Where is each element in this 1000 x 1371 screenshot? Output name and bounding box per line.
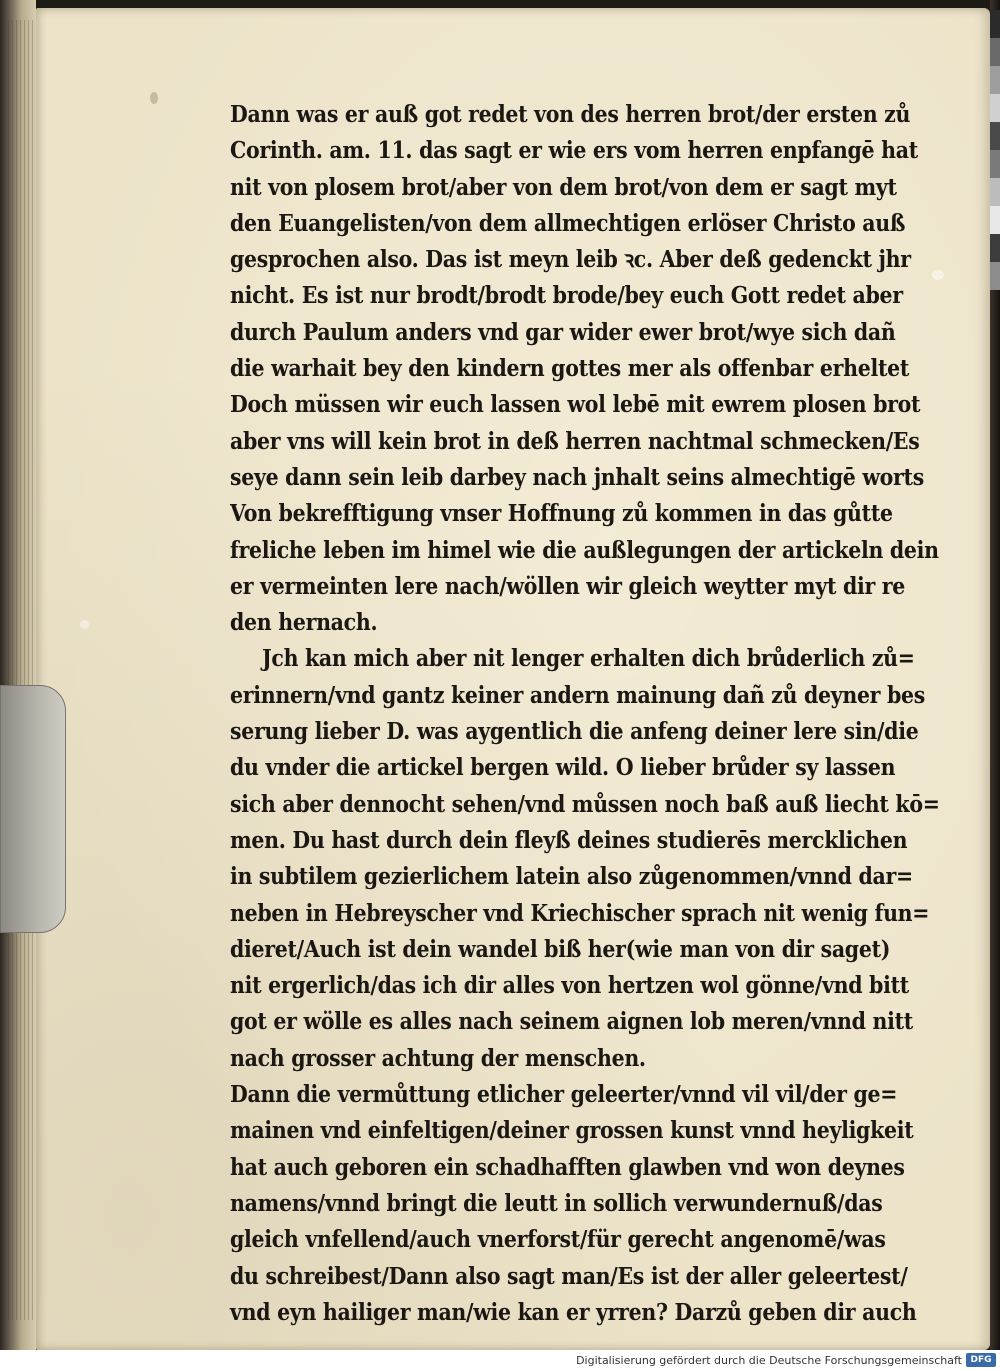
- paper-stain: [150, 92, 158, 104]
- text-line: Doch müssen wir euch lassen wol lebē mit ewrem plosen brot: [230, 390, 921, 418]
- text-line: Dann die vermůttung etlicher geleerter/vnnd vil vil/der ge=: [230, 1080, 898, 1108]
- text-line: den Euangelisten/von dem allmechtigen erlöser Christo auß: [230, 209, 906, 237]
- text-line: dieret/Auch ist dein wandel biß her(wie man von dir saget): [230, 935, 891, 963]
- text-line: Corinth. am. 11. das sagt er wie ers vom herren enpfangē hat: [230, 136, 918, 164]
- text-line: er vermeinten lere nach/wöllen wir gleich weytter myt dir re: [230, 572, 906, 600]
- book-page-edges: [0, 0, 36, 1350]
- text-line: freliche leben im himel wie die außlegungen der artickeln dein: [230, 536, 939, 563]
- text-line: neben in Hebreyscher vnd Kriechischer sprach nit wenig fun=: [230, 899, 930, 926]
- text-line: men. Du hast durch dein fleyß deines studierēs mercklichen: [230, 826, 908, 854]
- text-line: Jch kan mich aber nit lenger erhalten dich brůderlich zů=: [262, 644, 915, 672]
- text-line: mainen vnd einfeltigen/deiner grossen kunst vnnd heyligkeit: [230, 1116, 914, 1144]
- paper-stain: [80, 620, 89, 629]
- text-line: nit von plosem brot/aber von dem brot/von dem er sagt myt: [230, 173, 897, 201]
- paper-stain: [932, 270, 944, 280]
- text-line: die warhait bey den kindern gottes mer als offenbar erheltet: [230, 354, 910, 382]
- text-line: den hernach.: [230, 608, 378, 636]
- page-edge-lines: [8, 20, 34, 1320]
- text-line: hat auch geboren ein schadhafften glawben vnd won deynes: [230, 1153, 905, 1181]
- text-line: gleich vnfellend/auch vnerforst/für gerecht angenomē/was: [230, 1225, 886, 1253]
- text-line: Von bekrefftigung vnser Hoffnung zů kommen in das gůtte: [230, 499, 893, 527]
- footer-bar: [0, 1350, 1000, 1371]
- page-clip: [0, 685, 66, 933]
- text-line: du vnder die artickel bergen wild. O lieber brůder sy lassen: [230, 753, 896, 781]
- text-line: serung lieber D. was aygentlich die anfeng deiner lere sin/die: [230, 717, 919, 745]
- text-line: sich aber dennocht sehen/vnd můssen noch baß auß liecht kō=: [230, 790, 940, 818]
- text-line: nit ergerlich/das ich dir alles von hertzen wol gönne/vnd bitt: [230, 971, 909, 999]
- text-line: gesprochen also. Das ist meyn leib ꝛc. Aber deß gedenckt jhr: [230, 245, 911, 273]
- text-line: nicht. Es ist nur brodt/brodt brode/bey euch Gott redet aber: [230, 282, 903, 309]
- document-text: [230, 96, 940, 1330]
- text-line: Dann was er auß got redet von des herren brot/der ersten zů: [230, 100, 911, 128]
- text-line: du schreibest/Dann also sagt man/Es ist der aller geleertest/: [230, 1262, 908, 1289]
- text-line: vnd eyn hailiger man/wie kan er yrren? Darzů geben dir auch: [230, 1298, 917, 1326]
- text-line: namens/vnnd bringt die leutt in sollich verwundernuß/das: [230, 1189, 883, 1217]
- text-line: erinnern/vnd gantz keiner andern mainung dañ zů deyner bes: [230, 681, 926, 709]
- funding-credit: Digitalisierung gefördert durch die Deutsche Forschungsgemeinschaft: [576, 1354, 962, 1367]
- text-line: aber vns will kein brot in deß herren nachtmal schmecken/Es: [230, 427, 920, 455]
- text-line: in subtilem gezierlichem latein also zůgenommen/vnnd dar=: [230, 862, 913, 890]
- text-line: seye dann sein leib darbey nach jnhalt seins almechtigē worts: [230, 463, 924, 491]
- color-calibration-strip: [990, 10, 1000, 290]
- text-line: got er wölle es alles nach seinem aignen lob meren/vnnd nitt: [230, 1007, 913, 1035]
- text-line: durch Paulum anders vnd gar wider ewer brot/wye sich dañ: [230, 318, 896, 346]
- text-line: nach grosser achtung der menschen.: [230, 1044, 646, 1072]
- dfg-logo: DFG: [966, 1353, 996, 1367]
